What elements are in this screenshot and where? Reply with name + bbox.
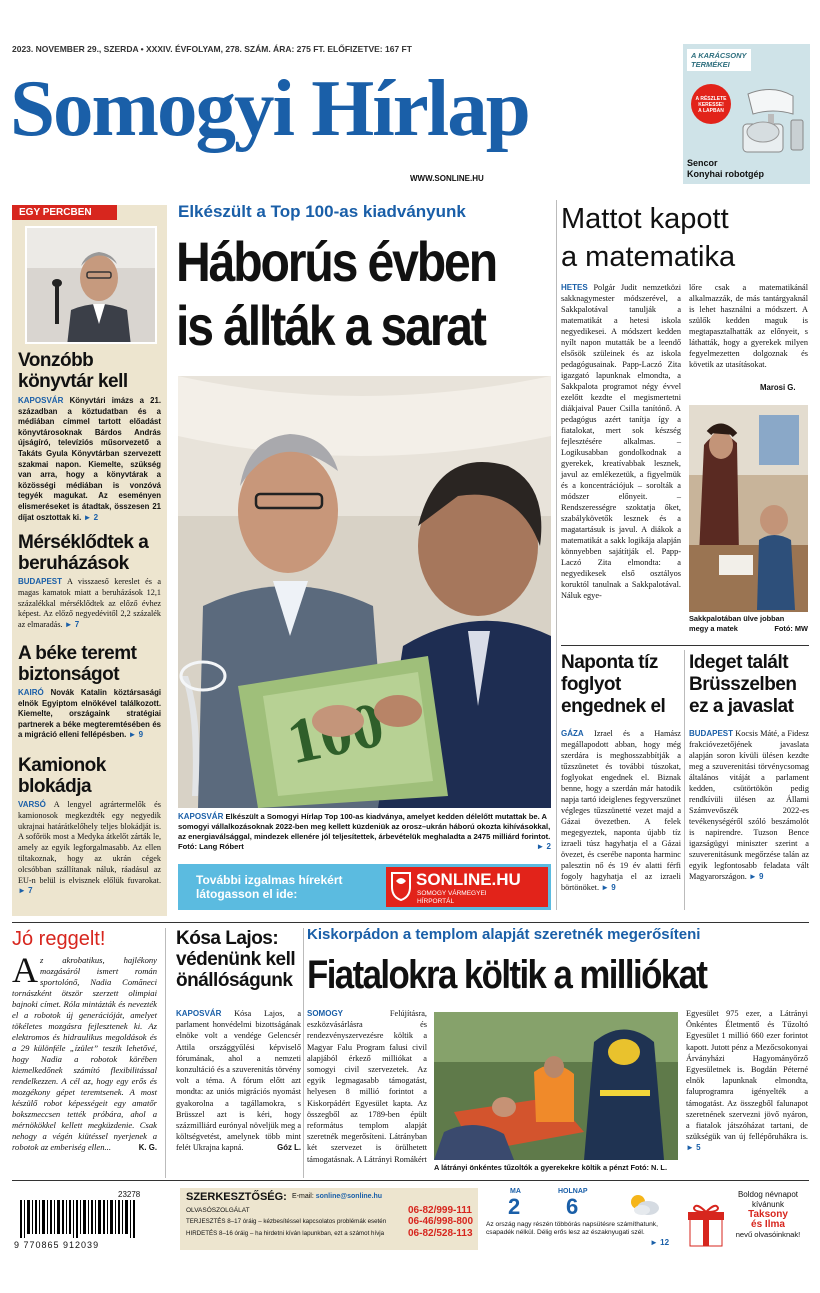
masthead-title: Somogyi Hírlap (10, 63, 529, 153)
gaza-headline[interactable]: Naponta tíz foglyot engednek el (561, 652, 666, 717)
sidebar-item: Mérséklődtek a beruházások BUDAPEST A visszaeső kereslet és a magas kamatok miatt a beruházások 12,1 százalékkal mérséklődtek az előző évhez képest. Az előző negyedévitől 2,2 százalék az elmaradás. ► 7 (18, 532, 161, 630)
weather-tomorrow-label: HOLNAP (558, 1188, 588, 1195)
sidebar-headline: Kamionok blokádja (18, 755, 106, 797)
church-col1: SOMOGY Felújításra, eszközvásárlásra és rendezvényszervezésre költik a Magyar Falu Program falusi civil alapjából érkező milliókat a somogyi civil szervezetek. Az egyik legmagasabb támogatást, helyesen 8 millió forintot a Kiskorpádért Egyesület kapta. Az összegből az 1789-ben épült református templom alapját szeretnék megerősíteni. Látrányban két szervezet is örülhetett támogatásnak. A Látrányi Romákért (307, 1009, 427, 1164)
nameday-names: Taksony (748, 1209, 788, 1220)
divider (561, 645, 809, 646)
ad-tag2: TERMÉKEI (691, 60, 730, 69)
mixer-icon (733, 84, 808, 156)
church-headline[interactable]: Fiatalokra költik a milliókat (307, 953, 707, 997)
promo-line1: További izgalmas hírekért (196, 873, 343, 887)
editorial-box: SZERKESZTŐSÉG: E-mail: sonline@sonline.hu 06-82/999-111 OLVASÓSZOLGÁLAT TERJESZTÉS 8–17 óráig – kézbesítéssel kapcsolatos problémák esetén 06-46/998-800 HIRDETÉS 8–16 óráig – ha hirdetni kíván lapunkban, ezt a számot hívja 06-82/528-113 (180, 1188, 478, 1250)
barcode-issue: 23278 (118, 1190, 141, 1199)
divider (165, 928, 166, 1178)
church-col2: Egyesület 975 ezer, a Látrányi Önkéntes Életmentő és Tűzoltó Egyesület 1 millió 660 ezer forintot kapott. Jutott pénz a Mezőcsokonyai Árványházi Hagyományőrző Egyesületnek is. Bogdán Péterné elnök lapunknak elmondta, faluprogramra igényelték a támogatást. Az összegből falunapot szeretnének szervezni jövő nyáron, a fiatalok játszóházat tartani, de szükségük van új fellépőruhákra is. ► 5 (686, 1009, 808, 1153)
editorial-label: SZERKESZTŐSÉG: (186, 1191, 287, 1203)
church-photo-caption: A látrányi önkéntes tűzoltók a gyerekekre költik a pénzt Fotó: N. L. (434, 1163, 667, 1172)
weather-ref[interactable]: ► 12 (650, 1238, 670, 1247)
sidebar-headline: Mérséklődtek a beruházások (18, 532, 149, 574)
sidebar-text: Könyvtári imázs a 21. században a köztudatban és a médiában címmel tartott előadást könyvtárosoknak Bárdos András újságíró, televíziós műsorvezető a Takáts Gyula Könyvtárban szervezett szakmai napon. Kiemelte, szükség van arra, hogy a könyvtárak a közösségi médiában is vonzóvá tegyék magukat. Az eseményen elismeréseket is átadtak, összesen 21 díjat osztottak ki. (18, 396, 161, 522)
footer-row: HIRDETÉS 8–16 óráig – ha hirdetni kíván lapunkban, ezt a számot hívja (186, 1230, 385, 1237)
sun-cloud-icon (626, 1192, 660, 1216)
ad-product-name: Konyhai robotgép (687, 169, 764, 179)
email-link[interactable]: sonline@sonline.hu (315, 1193, 383, 1200)
gaza-text: GÁZA Izrael és a Hamász megállapodott abban, hogy még szerdára is meghosszabbítják a tűzszünetet és további túszokat, foglyokat engednek el. Biznak benne, hogy a szerdán már hatodik napja tartó ideiglenes fegyverszünet végleges tűzszünetté vezet majd a Gázai övezetben. A felek megegyeztek, naponta újabb tíz izraeli túsz hagyhatja el a Gázai övezet, és cserébe naponta harminc palesztin nő és 19 év alatti férfi fogoly hagyhatja el az izraeli börtönöket. ► 9 (561, 729, 681, 892)
promo-brand-box[interactable]: SONLINE.HU SOMOGY VÁRMEGYEI HÍRPORTÁL (386, 867, 548, 907)
footer-phone[interactable]: 06-46/998-800 (408, 1216, 474, 1227)
divider (12, 1180, 809, 1181)
sidebar-item: A béke teremt biztonságot KAIRÓ Novák Katalin köztársasági elnök Egyiptom elnökével találkozott. Kiemelte, országaink stratégiai partnerek a béke megteremtésében és a migráció elleni fellépésben. ► 9 (18, 643, 161, 740)
lead-headline[interactable]: Háborús évben is állták a sarat (176, 230, 496, 357)
weather-box (486, 1188, 678, 1252)
sidebar-item (18, 350, 161, 523)
church-photo (434, 1012, 678, 1160)
dateline: 2023. NOVEMBER 29., SZERDA • XXXIV. ÉVFOLYAM, 278. SZÁM. ÁRA: 275 FT. ELŐFIZETVE: 167 FT (12, 44, 412, 54)
promo-line2: látogasson el ide: (196, 887, 298, 901)
footer-row: TERJESZTÉS 8–17 óráig – kézbesítéssel kapcsolatos problémák esetén (186, 1218, 387, 1225)
promo-banner[interactable] (178, 864, 551, 910)
ad-product-brand: Sencor (687, 158, 718, 168)
sidebar-photo (25, 226, 157, 344)
kosa-text: KAPOSVÁR Kósa Lajos, a parlament honvédelmi bizottságának elnöke volt a vendége Gelencsér Attila országgyűlési képviselő fórumának, ahol a nemzeti konzultáció és a szuverenitás törvény volt a téma. A fórum előtt azt mondta: az uniós migrációs nyomást gyakorolna a tagállamokra, s Brüsszel azt is kéri, hogy százmilliárd eurónyal növeljük meg a költségvetést, amelynek több mint felét Ukrajna kapná. Góz L. (176, 1009, 302, 1153)
chess-author: Marosi G. (760, 383, 796, 392)
website[interactable]: WWW.SONLINE.HU (410, 174, 484, 183)
weather-today-value: 2 (508, 1194, 521, 1219)
page-ref[interactable]: ► 2 (83, 512, 99, 522)
shield-icon (390, 871, 412, 901)
ad-badge: A RÉSZLETE KERESSE! A LAPBAN (691, 84, 731, 124)
divider (12, 922, 809, 923)
sidebar-headline: A béke teremt biztonságot (18, 643, 137, 685)
sidebar-headline: Vonzóbb könyvtár kell (18, 350, 128, 392)
nameday-box: Boldog névnapot kívánunk Taksony és Ilma nevű olvasóinknak! (686, 1188, 808, 1252)
divider (684, 650, 685, 910)
goodmorning-text: Az akrobatikus, hajlékony mozgásáról ismert román sportolónő, Nadia Comăneci tornászként ötször szerzett olimpiai bajnoki címet. Róla mintázták és nevezték el a robotok új generációját, amelyet tökéletes mozgásra fejlesztenek ki. Az elektromos és hidraulikus megoldások és a 29 különféle „ízület” teszik lehetővé, hogy Nadia a robotok körében kiemelkedőnek számító flexibilitással rendelkezzen. A cél az, hogy egy erős és mozgékony gépet teremtsenek. A most készülő robot képességeit egy amatőr bokszmeccsen tették próbára, ahol a mérnökökkel kellett megküzdenie. Csak nehogy a végén kiütéssel nyerjenek a robotok az emberiség ellen... K. G. (12, 950, 157, 1152)
sidebar-label: EGY PERCBEN (12, 205, 117, 220)
lead-caption: KAPOSVÁR Elkészült a Somogyi Hírlap Top 100-as kiadványa, amelyet kedden délelőtt mutattak be. A somogyi vállalkozásoknak 2022-ben meg kellett küzdeniük az orosz–ukrán háború okozta kihívásokkal, az energiaválsággal, mindezek ellenére jól teljesítettek, árbevételük meghaladta a 2475 milliárd forintot. Fotó: Lang Róbert ► 2 (178, 812, 551, 851)
church-kicker: Kiskorpádon a templom alapját szeretnék megerősíteni (307, 926, 701, 943)
divider (303, 928, 304, 1178)
brussels-text: BUDAPEST Kocsis Máté, a Fidesz frakcióvezetőjének javaslata alapján soron kívüli ülésen kezdte meg a szuverenitási törvénycsomag általános vitáját a parlament kedden, csütörtökön pedig rendkívüli ülésen az Állami Számvevőszék 2022-es tevékenységéről szóló beszámolót is napirendre. Tuzson Bence igazságügyi miniszter szerint a szuverenitásunk megőrzése talán az egyik legfontosabb feladata vált Magyarországon. ► 9 (689, 729, 809, 881)
promo-brand: SONLINE.HU (416, 870, 521, 889)
chess-headline[interactable]: Mattot kapott a matematika (561, 203, 736, 273)
lead-kicker: Elkészült a Top 100-as kiadványunk (178, 202, 466, 221)
footer-phone[interactable]: 06-82/528-113 (408, 1228, 473, 1239)
goodmorning-title: Jó reggelt! (12, 928, 106, 950)
chess-col1: HETES Polgár Judit nemzetközi sakknagymester módszerével, a Sakkpalotával tanulják a matematikát a hetesi iskola negyedikesei. A módszert kedden nyílt napon mutatták be a leendő elsősök szüleinek és az iskola pedagógusainak. Papp-Laczó Zita igazgató lapunknak elmondta, a Sakkpalota programot négy évvel ezelőtt kezdte el megismertetni diákjaival Pauer Csilla tanítónő. A pedagógus azért tanítja így a fiatalokat, mert sok készség fejlesztésére alkalmas. – Logikusabban gondolkodnak a gyerekek, kreatívabbak lesznek, javul az emlékezetük, a figyelmük és a koncentrációjuk – sorolták a módszer előnyeit. – Rendszerességre szoktatja őket, szabálykövetők lesznek és a magatartásuk is javul. A diákok a matematikát a sakk logikája alapján könnyebben sajátítják el. Papp-Laczó Zita elmondta: a negyedikesek első osztályos koruktól tanulnak a Sakkpalotával. Náluk egye- (561, 283, 681, 600)
brussels-headline[interactable]: Ideget talált Brüsszelben ez a javaslat (689, 652, 797, 717)
lead-photo (178, 376, 551, 808)
location: KAPOSVÁR (18, 396, 64, 405)
ad-box[interactable] (683, 44, 810, 184)
barcode-icon (20, 1200, 142, 1238)
sidebar-item: Kamionok blokádja VARSÓ A lengyel agrártermelők és kamionosok megkezdték egy negyedik ukrajnai határátkelőhely teljes blokádját is. A sofőrök most a Medyka átkelőt zárták le, amely az egyik legforgalmasabb. Az ellen tiltakoznak, hogy az ukrán cégek olcsóbban szállítanak náluk, ráadásul az EU-n belül is elvisznek előlük fuvarokat. ► 7 (18, 755, 161, 896)
weather-text: Az ország nagy részén többórás napsütésre számíthatunk, csapadék nélkül. Délig erős lesz az északnyugati szél. (486, 1221, 658, 1237)
main-phone[interactable]: 06-82/999-111 (408, 1205, 472, 1216)
ad-tag1: A KARÁCSONY (691, 51, 747, 60)
kosa-headline[interactable]: Kósa Lajos: védenünk kell önállóságunk (176, 928, 296, 991)
gift-icon (686, 1202, 726, 1248)
service-label: OLVASÓSZOLGÁLAT (186, 1207, 250, 1214)
chess-col2: lőre csak a matematikánál alkalmazzák, de más tantárgyaknál is lehet használni a módszert. A szülők kedden maguk is megtapasztalhatták az előnyeit, s láthatták, hogy a gyerekek milyen fegyelmezetten dolgoznak és követik az utasításokat. (689, 283, 808, 369)
divider (556, 200, 557, 910)
chess-photo-caption: Sakkpalotában ülve jobban megy a matek Fotó: MW (689, 614, 808, 633)
weather-tomorrow-value: 6 (566, 1194, 579, 1219)
weather-today-label: MA (510, 1188, 521, 1195)
barcode-number: 9 770865 912039 (14, 1240, 100, 1250)
chess-photo (689, 405, 808, 612)
